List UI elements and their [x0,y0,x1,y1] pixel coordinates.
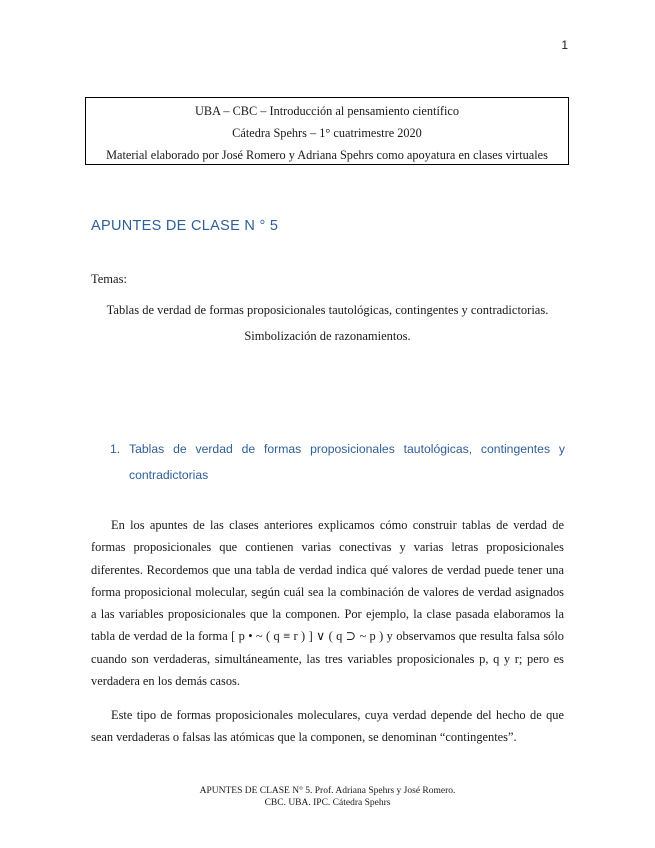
topic-item: Tablas de verdad de formas proposicionales tautológicas, contingentes y contradictorias. [106,303,549,317]
page-footer [91,786,564,809]
document-title: APUNTES DE CLASE N ° 5 [91,218,279,234]
section-heading-text: Tablas de verdad de formas proposicionales tautológicas, contingentes y contradictorias [129,442,565,482]
body-paragraph: En los apuntes de las clases anteriores explicamos cómo construir tablas de verdad de formas proposicionales que contienen varias conectivas y varias letras proposicionales diferentes. Recordemos que una tabla de verdad indica qué valores de verdad puede tener una forma proposicional molecular, según cuál sea la combinación de valores de verdad asignados a las variables proposicionales que la componen. Por ejemplo, la clase pasada elaboramos la tabla de verdad de la forma [ p • ~ ( q ≡ r ) ] ∨ ( q ⊃ ~ p ) y observamos que resulta falsa sólo cuando son verdaderas, simultáneamente, las tres variables proposicionales p, q y r; pero es verdadera en los demás casos. [91,518,564,689]
topic-item: Simbolización de razonamientos. [244,329,411,343]
header-line-catedra: Cátedra Spehrs – 1° cuatrimestre 2020 [232,126,422,140]
header-line-institution: UBA – CBC – Introducción al pensamiento científico [195,104,459,118]
section-heading [110,436,565,488]
course-header-box [85,97,569,165]
page-number: 1 [561,38,568,52]
topics-label: Temas: [91,272,127,286]
body-paragraph: Este tipo de formas proposicionales moleculares, cuya verdad depende del hecho de que sean verdaderas o falsas las atómicas que la componen, se denominan “contingentes”. [91,708,564,745]
section-number: 1. [110,442,121,456]
footer-line: APUNTES DE CLASE N° 5. Prof. Adriana Spehrs y José Romero. [199,786,456,796]
header-line-authors: Material elaborado por José Romero y Adriana Spehrs como apoyatura en clases virtuales [106,148,548,162]
footer-line: CBC. UBA. IPC. Cátedra Spehrs [264,797,391,808]
